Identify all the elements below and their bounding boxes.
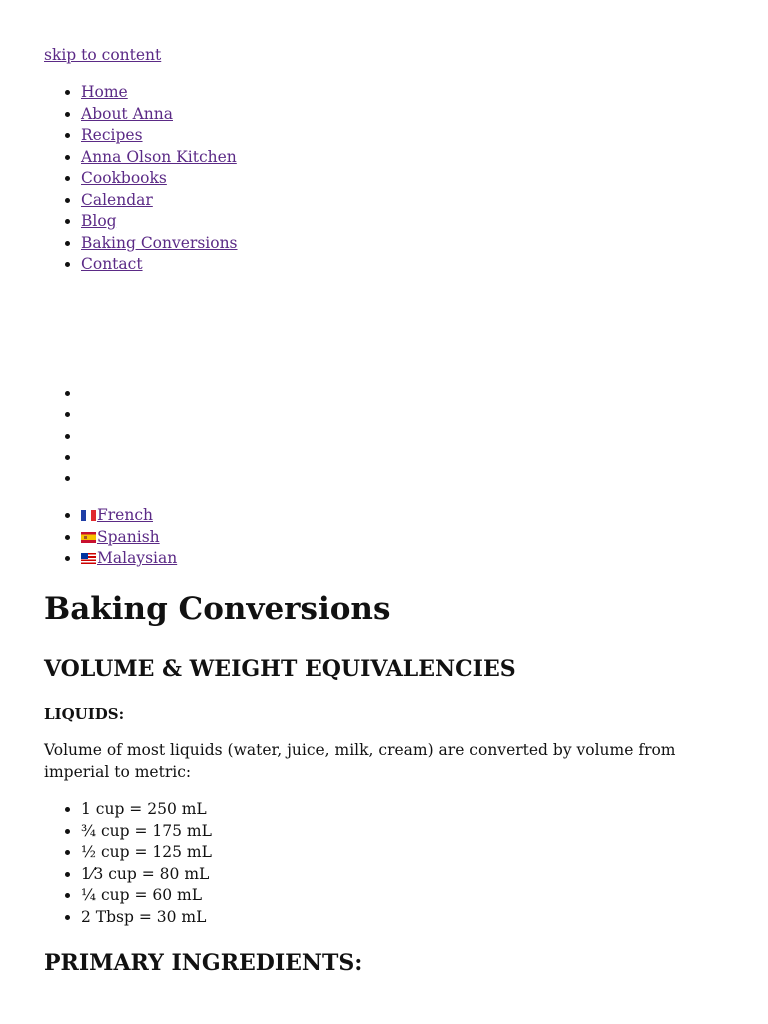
section-heading-primary-ingredients: PRIMARY INGREDIENTS: (44, 950, 363, 976)
language-label-spanish: Spanish (97, 527, 160, 546)
social-links-list (44, 383, 81, 489)
liquid-conversions-list (44, 799, 212, 928)
conversion-item: • ¼ cup = 60 mL (81, 885, 212, 907)
nav-link-about-anna[interactable]: About Anna (81, 104, 173, 123)
language-label-french: French (97, 506, 153, 524)
nav-item-about-anna (81, 104, 238, 126)
nav-item-home (81, 82, 238, 104)
conversion-item: • ½ cup = 125 mL (81, 842, 212, 864)
nav-item-contact (81, 254, 238, 276)
nav-item-anna-olson-kitchen (81, 147, 238, 169)
nav-item-recipes (81, 125, 238, 147)
flag-spain-icon (81, 532, 96, 543)
nav-link-calendar[interactable]: Calendar (81, 190, 153, 209)
main-nav (44, 82, 238, 276)
language-switcher (44, 505, 177, 570)
conversion-item: • 2 Tbsp = 30 mL (81, 907, 212, 929)
nav-item-blog (81, 211, 238, 233)
page-title: Baking Conversions (44, 591, 391, 627)
nav-item-calendar (81, 190, 238, 212)
nav-link-contact[interactable]: Contact (81, 255, 143, 273)
nav-item-baking-conversions (81, 233, 238, 255)
language-link-malaysian[interactable] (81, 549, 177, 567)
nav-link-blog[interactable]: Blog (81, 212, 117, 230)
nav-link-baking-conversions[interactable]: Baking Conversions (81, 233, 238, 252)
language-item-malaysian (81, 548, 177, 570)
nav-link-home[interactable]: Home (81, 83, 128, 101)
nav-link-anna-olson-kitchen[interactable]: Anna Olson Kitchen (81, 147, 237, 166)
liquids-label: LIQUIDS: (44, 705, 125, 723)
language-link-french[interactable] (81, 506, 153, 524)
language-item-spanish (81, 527, 177, 549)
liquids-intro-text: Volume of most liquids (water, juice, milk, cream) are converted by volume from imperial to metric: (44, 741, 676, 781)
flag-malaysia-icon (81, 553, 96, 564)
nav-link-recipes[interactable]: Recipes (81, 126, 143, 144)
conversion-item: • ¾ cup = 175 mL (81, 821, 212, 843)
section-heading-volume-weight: VOLUME & WEIGHT EQUIVALENCIES (44, 656, 516, 682)
language-label-malaysian: Malaysian (97, 549, 178, 567)
language-item-french (81, 505, 177, 527)
conversion-item: • 1 cup = 250 mL (81, 799, 212, 821)
conversion-item: • 1⁄3 cup = 80 mL (81, 864, 212, 886)
skip-to-content-link[interactable]: skip to content (44, 46, 162, 64)
flag-france-icon (81, 510, 96, 521)
nav-link-cookbooks[interactable]: Cookbooks (81, 169, 167, 187)
nav-item-cookbooks (81, 168, 238, 190)
language-link-spanish[interactable] (81, 528, 160, 546)
